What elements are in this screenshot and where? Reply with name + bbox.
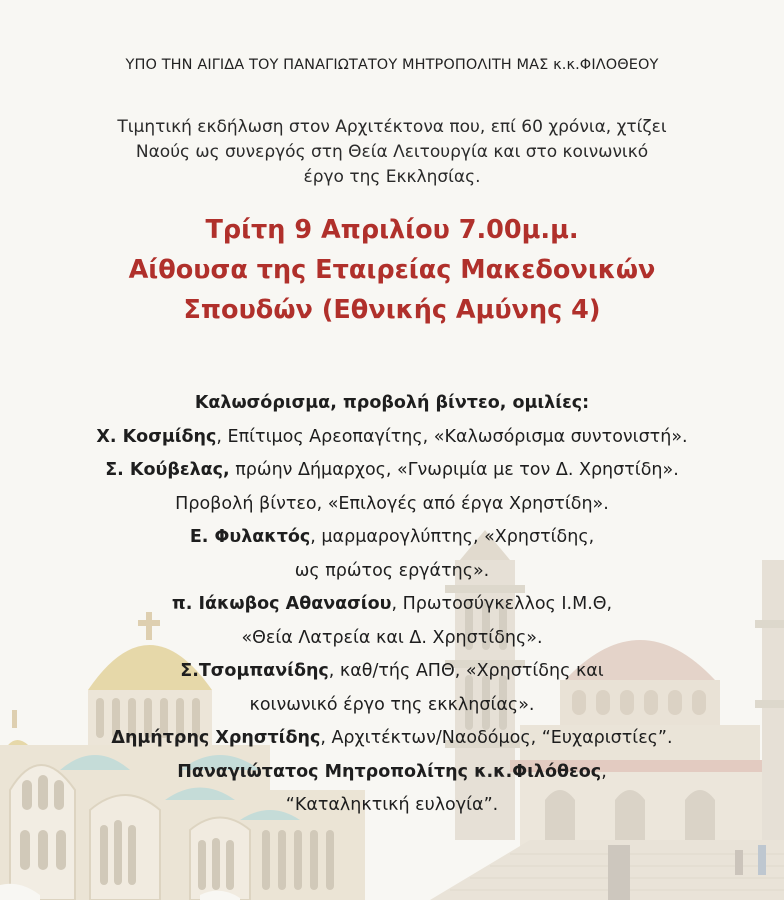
speaker-detail: Προβολή βίντεο, «Επιλογές από έργα Χρηστίδη». <box>175 493 609 514</box>
speaker-detail: κοινωνικό έργο της εκκλησίας». <box>249 694 535 715</box>
speaker-name: Σ.Τσομπανίδης <box>180 661 329 681</box>
speaker-detail: “Καταληκτική ευλογία”. <box>285 795 499 815</box>
program-item <box>0 421 784 455</box>
speaker-detail: , καθ/τής ΑΠΘ, «Χρηστίδης και <box>328 661 604 681</box>
program-item <box>0 454 784 488</box>
speaker-detail: ως πρώτος εργάτης». <box>294 560 490 581</box>
speaker-name: Χ. Κοσμίδης <box>96 426 217 447</box>
event-datetime: Τρίτη 9 Απριλίου 7.00μ.μ. <box>205 215 579 245</box>
speaker-detail: , Πρωτοσύγκελλος Ι.Μ.Θ, <box>391 594 613 614</box>
speaker-detail: , Αρχιτέκτων/Ναοδόμος, “Ευχαριστίες”. <box>320 728 673 748</box>
program-list <box>0 387 784 823</box>
speaker-detail: , μαρμαρογλύπτης, «Χρηστίδης, <box>310 527 595 547</box>
program-item <box>0 722 784 756</box>
intro-line: έργο της Εκκλησίας. <box>303 167 481 187</box>
program-item <box>0 521 784 555</box>
program-item <box>0 622 784 656</box>
intro-line: Τιμητική εκδήλωση στον Αρχιτέκτονα που, επί 60 χρόνια, χτίζει <box>117 117 667 137</box>
speaker-name: Παναγιώτατος Μητροπολίτης κ.κ.Φιλόθεος <box>177 761 602 782</box>
program-item <box>0 689 784 723</box>
program-item <box>0 588 784 622</box>
event-venue-address: Σπουδών (Εθνικής Αμύνης 4) <box>183 295 601 325</box>
program-item <box>0 488 784 522</box>
program-item <box>0 789 784 823</box>
program-item <box>0 555 784 589</box>
speaker-detail: , <box>601 761 607 782</box>
program-heading: Καλωσόρισμα, προβολή βίντεο, ομιλίες: <box>194 393 590 413</box>
speaker-name: Σ. Κούβελας, <box>105 460 230 480</box>
patronage-line: ΥΠΟ ΤΗΝ ΑΙΓΙΔΑ ΤΟΥ ΠΑΝΑΓΙΩΤΑΤΟΥ ΜΗΤΡΟΠΟΛΙΤΗ ΜΑΣ κ.κ.ΦΙΛΟΘΕΟΥ <box>125 57 659 73</box>
intro-line: Ναούς ως συνεργός στη Θεία Λειτουργία και στο κοινωνικό <box>135 142 649 162</box>
event-details <box>0 210 784 330</box>
program-item <box>0 756 784 790</box>
speaker-detail: , Επίτιμος Αρεοπαγίτης, «Καλωσόρισμα συντονιστή». <box>216 426 688 447</box>
event-venue: Αίθουσα της Εταιρείας Μακεδονικών <box>128 255 656 285</box>
speaker-detail: πρώην Δήμαρχος, «Γνωριμία με τον Δ. Χρηστίδη». <box>229 460 679 480</box>
speaker-name: Ε. Φυλακτός <box>189 527 311 547</box>
speaker-detail: «Θεία Λατρεία και Δ. Χρηστίδης». <box>241 627 543 648</box>
program-item <box>0 655 784 689</box>
speaker-name: Δημήτρης Χρηστίδης <box>111 728 321 748</box>
intro-paragraph <box>0 115 784 190</box>
speaker-name: π. Ιάκωβος Αθανασίου <box>171 594 392 614</box>
